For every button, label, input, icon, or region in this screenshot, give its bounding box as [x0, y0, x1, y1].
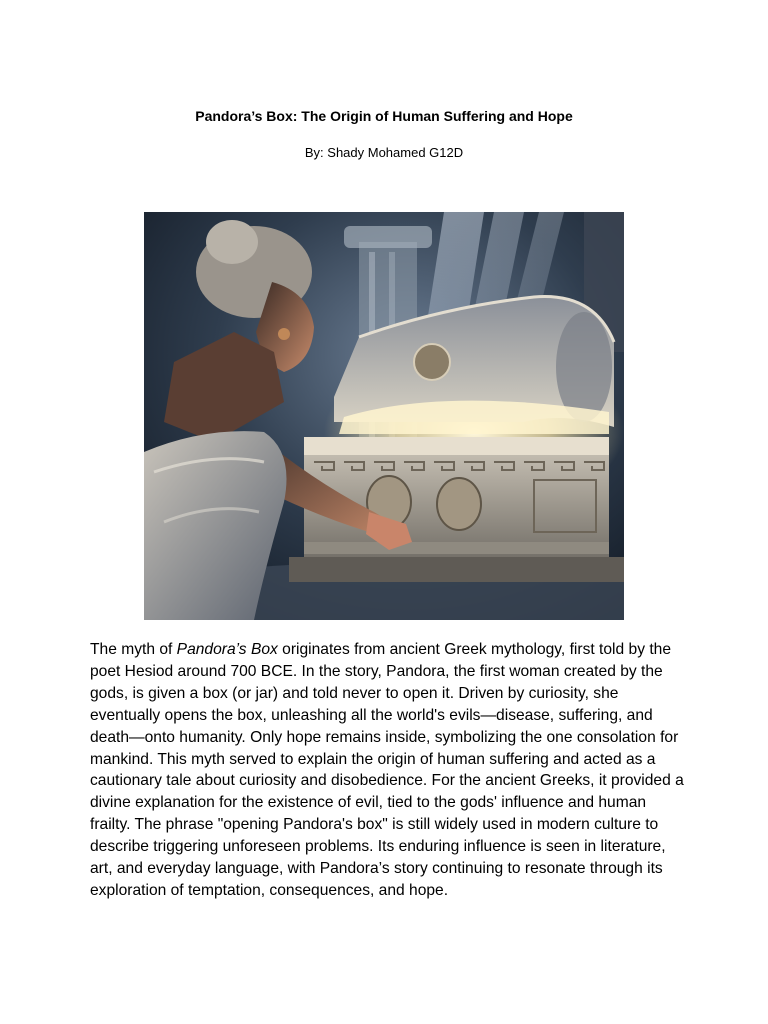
- author-byline: By: Shady Mohamed G12D: [304, 145, 464, 160]
- paragraph-emphasis-title: Pandora’s Box: [176, 641, 278, 658]
- pandora-illustration: [144, 212, 624, 620]
- document-title: Pandora’s Box: The Origin of Human Suffering and Hope: [195, 108, 573, 124]
- paragraph-lead: The myth of: [90, 641, 177, 658]
- paragraph-body: originates from ancient Greek mythology, first told by the poet Hesiod around 700 BCE. In the story, Pandora, the first woman created by the gods, is given a box (or jar) and told never to open it. Driven by curiosity, she eventually opens the box, unleashing all the world's evils—disease, suffering, and death—onto humanity. Only hope remains inside, symbolizing the one consolation for mankind. This myth served to explain the origin of human suffering and acted as a cautionary tale about curiosity and disobedience. For the ancient Greeks, it provided a divine explanation for the existence of evil, tied to the gods' influence and human frailty. The phrase "opening Pandora's box" is still widely used in modern culture to describe triggering unforeseen problems. Its enduring influence is seen in literature, art, and everyday language, with Pandora’s story continuing to resonate through its exploration of temptation, consequences, and hope.: [90, 641, 684, 899]
- body-paragraph: [90, 639, 690, 902]
